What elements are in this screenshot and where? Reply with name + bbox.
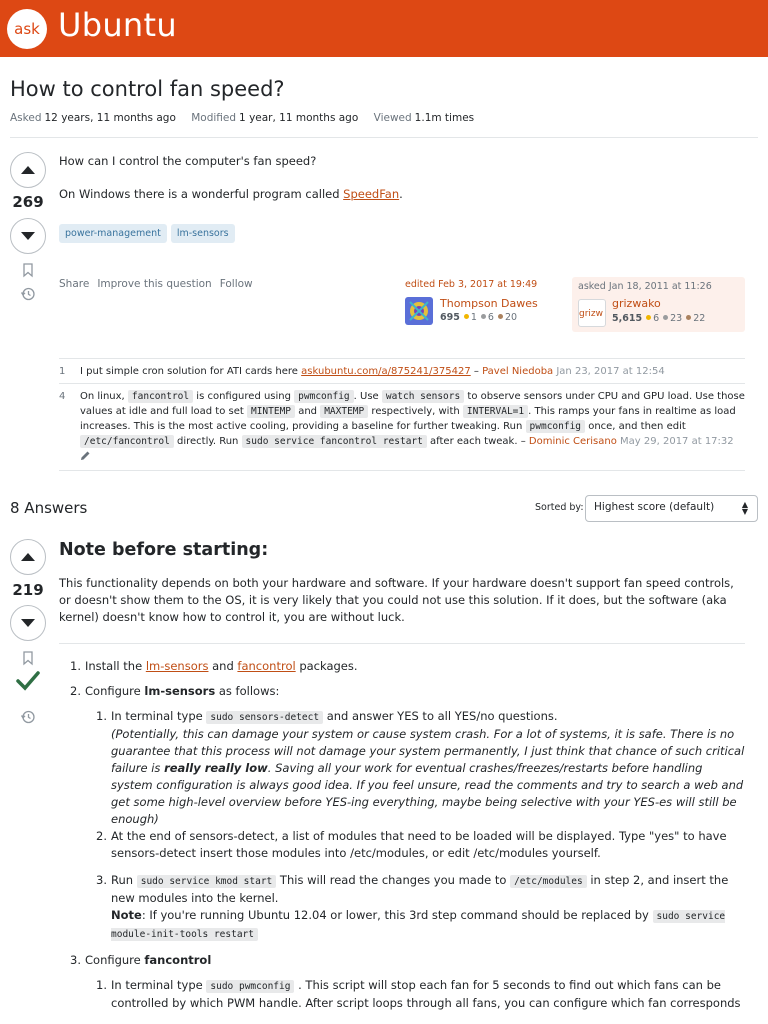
list-item xyxy=(70,658,358,675)
divider xyxy=(59,470,745,471)
follow-link[interactable]: Follow xyxy=(219,278,253,290)
edited-timestamp[interactable]: edited Feb 3, 2017 at 19:49 xyxy=(405,279,538,290)
editor-silver: 6 xyxy=(487,312,494,323)
list-text: In terminal type xyxy=(111,978,207,992)
comment-body: respectively, with xyxy=(368,406,463,417)
editor-avatar[interactable] xyxy=(405,297,433,325)
inline-code: sudo service kmod start xyxy=(137,875,277,888)
asker-rep-score: 5,615 xyxy=(612,313,643,324)
comment-body: is configured using xyxy=(193,391,295,402)
viewed-label: Viewed xyxy=(373,112,412,124)
list-number: 3. xyxy=(70,953,81,967)
list-text: and xyxy=(208,659,238,673)
editor-bronze: 20 xyxy=(504,312,518,323)
select-arrows-icon: ▲ ▼ xyxy=(741,500,748,516)
asked-timestamp[interactable]: asked Jan 18, 2011 at 11:26 xyxy=(578,281,712,292)
list-text: . This script will stop each fan for 5 seconds to find out which fans can be controlled by which PWM handle. After script loops through all fans, you can configure which fan corresponds xyxy=(111,978,741,1010)
tag-power-management[interactable]: power-management xyxy=(59,224,167,243)
site-logo-icon[interactable]: ask xyxy=(7,9,47,49)
comment-body: I put simple cron solution for ATI cards here xyxy=(80,366,302,377)
list-bold: lm-sensors xyxy=(144,684,216,698)
list-text: as follows: xyxy=(215,684,280,698)
note-text: : If you're running Ubuntu 12.04 or lower, this 3rd step command should be replaced by xyxy=(141,908,653,922)
comment-user[interactable]: Pavel Niedoba xyxy=(482,366,554,377)
share-link[interactable]: Share xyxy=(59,278,90,290)
comment-date[interactable]: May 29, 2017 at 17:32 xyxy=(620,436,734,447)
sorted-by-label: Sorted by: xyxy=(535,502,584,513)
asker-bronze: 22 xyxy=(693,313,706,324)
answer-vote-count: 219 xyxy=(12,581,44,599)
warning-text: . Saving all your work for eventual crashes/freezes/restarts before handling system configuration is always good idea. If you feel unsure, read the comments and try to search a web and get some high-level overview before YES-ing everything, maybe being selective with your YES-es will still be enough) xyxy=(111,761,744,826)
editor-gold: 1 xyxy=(470,312,477,323)
list-item xyxy=(96,977,746,1012)
edit-pencil-icon xyxy=(80,450,91,461)
answer-intro: This functionality depends on both your hardware and software. If your hardware doesn't support fan speed controls, or doesn't show them to the OS, it is very likely that you could not use this solution. If it does, but the software (aka kernel) doesn't know how to control it, you are without luck. xyxy=(59,576,734,624)
inline-code: sudo pwmconfig xyxy=(206,980,294,993)
warning-text: (Potentially, this can damage your system or cause system crash. For a lot of systems, it is safe. There is no guarantee that this process will not damage your system permanently, I just think that chance of such critical failure is xyxy=(111,727,745,775)
comment-user[interactable]: Dominic Cerisano xyxy=(528,436,617,447)
inline-code: MINTEMP xyxy=(247,405,295,418)
list-text: Configure xyxy=(85,684,145,698)
list-text: Run xyxy=(111,873,137,887)
tag-list xyxy=(59,224,239,243)
vote-down-icon xyxy=(20,231,36,241)
list-text: and answer YES to all YES/no questions. xyxy=(323,709,558,723)
site-header xyxy=(0,0,768,57)
question-body-text: On Windows there is a wonderful program called xyxy=(59,187,344,201)
bookmark-icon[interactable] xyxy=(20,262,36,278)
list-item xyxy=(70,952,212,969)
comment-body: once, and then edit xyxy=(585,421,686,432)
comment-link[interactable]: askubuntu.com/a/875241/375427 xyxy=(301,366,471,377)
bookmark-icon[interactable] xyxy=(20,650,36,666)
list-text: Configure xyxy=(85,953,145,967)
vote-down-icon xyxy=(20,618,36,628)
question-body-p2 xyxy=(59,186,403,203)
question-body-p1: How can I control the computer's fan speed? xyxy=(59,154,317,168)
comment-body: . Use xyxy=(353,391,382,402)
editor-card xyxy=(400,279,565,329)
site-logo-text[interactable]: Ubuntu xyxy=(58,6,177,44)
comment xyxy=(59,383,745,464)
editor-rep-score: 695 xyxy=(440,312,460,323)
question-vote-count: 269 xyxy=(12,193,44,211)
question-post-menu xyxy=(59,278,261,290)
list-bold: fancontrol xyxy=(144,953,212,967)
list-text: in step 2, and insert the new modules into the kernel. xyxy=(111,873,729,905)
inline-code: /etc/fancontrol xyxy=(80,435,174,448)
list-text: In terminal type xyxy=(111,709,207,723)
comment-date[interactable]: Jan 23, 2017 at 12:54 xyxy=(556,366,665,377)
answer-upvote-button[interactable] xyxy=(10,539,46,575)
inline-code: fancontrol xyxy=(128,390,193,403)
comment-body: after each tweak. – xyxy=(426,436,529,447)
note-label: Note xyxy=(111,908,142,922)
divider xyxy=(59,643,745,644)
list-number: 1. xyxy=(70,659,81,673)
comment-text xyxy=(80,389,745,464)
asker-avatar[interactable]: grizw xyxy=(578,299,606,327)
sort-select[interactable] xyxy=(585,495,758,522)
asked-label: Asked xyxy=(10,112,42,124)
inline-code: watch sensors xyxy=(382,390,464,403)
list-number: 1. xyxy=(96,978,107,992)
asker-name[interactable]: grizwako xyxy=(612,297,661,310)
fancontrol-link[interactable]: fancontrol xyxy=(237,659,296,673)
comment-sep: – xyxy=(470,366,483,377)
comment xyxy=(59,358,745,379)
list-item xyxy=(96,872,746,943)
answer-downvote-button[interactable] xyxy=(10,605,46,641)
question-body-text-end: . xyxy=(399,187,403,201)
sort-select-value: Highest score (default) xyxy=(594,501,715,513)
comment-body: to observe sensors under CPU and GPU load. Use those values at idle and full load to set xyxy=(80,391,745,417)
warning-bold: really really low xyxy=(164,761,268,775)
divider xyxy=(10,137,758,138)
answers-count: 8 Answers xyxy=(10,499,88,517)
list-number: 3. xyxy=(96,873,107,887)
tag-lm-sensors[interactable]: lm-sensors xyxy=(171,224,235,243)
list-item xyxy=(96,708,746,828)
vote-up-icon xyxy=(20,552,36,562)
inline-code: pwmconfig xyxy=(526,420,585,433)
comment-body: and xyxy=(295,406,321,417)
history-icon[interactable] xyxy=(20,286,36,302)
list-item xyxy=(96,828,746,862)
asker-card xyxy=(572,277,745,332)
list-text: This will read the changes you made to xyxy=(276,873,511,887)
comment-score: 4 xyxy=(59,391,66,402)
list-item xyxy=(70,683,280,700)
improve-question-link[interactable]: Improve this question xyxy=(97,278,212,290)
question-title[interactable]: How to control fan speed? xyxy=(10,77,285,101)
list-text: At the end of sensors-detect, a list of modules that need to be loaded will be displayed. Type "yes" to have sensors-detect insert those modules into /etc/modules, or edit /etc/modules yourself. xyxy=(111,829,727,860)
modified-value[interactable]: 1 year, 11 months ago xyxy=(239,112,359,124)
upvote-button[interactable] xyxy=(10,152,46,188)
asker-gold: 6 xyxy=(653,313,660,324)
comment-body: directly. Run xyxy=(173,436,242,447)
editor-name[interactable]: Thompson Dawes xyxy=(440,297,538,310)
modified-label: Modified xyxy=(191,112,237,124)
downvote-button[interactable] xyxy=(10,218,46,254)
inline-code: INTERVAL=1 xyxy=(463,405,528,418)
inline-code: /etc/modules xyxy=(510,875,587,888)
vote-up-icon xyxy=(20,165,36,175)
asked-value: 12 years, 11 months ago xyxy=(44,112,176,124)
viewed-value: 1.1m times xyxy=(414,112,475,124)
comment-body: On linux, xyxy=(80,391,128,402)
inline-code: sudo sensors-detect xyxy=(206,711,323,724)
inline-code: MAXTEMP xyxy=(320,405,368,418)
comment-score: 1 xyxy=(59,366,66,377)
question-meta xyxy=(10,112,486,124)
inline-code: pwmconfig xyxy=(294,390,353,403)
list-number: 2. xyxy=(70,684,81,698)
answer-heading: Note before starting: xyxy=(59,540,269,560)
accepted-check-icon xyxy=(16,670,40,692)
list-number: 1. xyxy=(96,709,107,723)
list-text: Install the xyxy=(85,659,146,673)
lm-sensors-link[interactable]: lm-sensors xyxy=(145,659,209,673)
speedfan-link[interactable]: SpeedFan xyxy=(343,187,400,201)
comment-body: . This ramps your fans in realtime as load increases. This is the most active cooling, providing a baseline for further tweaking. Run xyxy=(80,406,736,432)
history-icon[interactable] xyxy=(20,709,36,725)
editor-reputation xyxy=(440,312,517,323)
asker-silver: 23 xyxy=(670,313,683,324)
comment-text xyxy=(80,364,745,379)
list-text: packages. xyxy=(295,659,358,673)
inline-code: sudo service module-init-tools restart xyxy=(111,911,726,940)
inline-code: sudo service fancontrol restart xyxy=(242,435,427,448)
list-number: 2. xyxy=(96,829,107,843)
asker-reputation xyxy=(612,313,705,324)
